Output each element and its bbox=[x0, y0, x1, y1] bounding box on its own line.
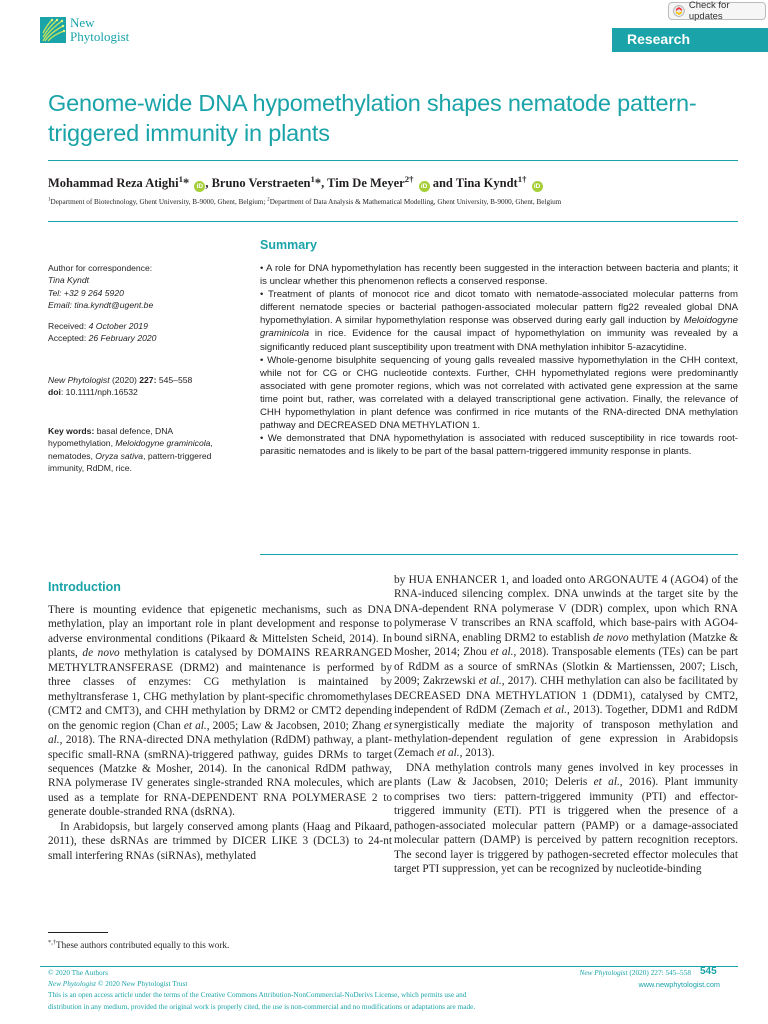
journal-name-line1: New bbox=[70, 15, 95, 30]
title-divider bbox=[48, 160, 738, 161]
summary-bullet: • We demonstrated that DNA hypomethylation is associated with reduced susceptibility in rice towards root-parasitic nematodes and is likely to be part of the basal pattern-triggered immunity response in plants. bbox=[260, 433, 738, 458]
correspondence-block bbox=[48, 262, 228, 312]
footnote-mark: *,† bbox=[48, 938, 57, 946]
author-name[interactable]: Tim De Meyer bbox=[327, 176, 405, 190]
footer-copyright: © 2020 The Authors bbox=[48, 968, 108, 977]
footer-left bbox=[48, 967, 475, 1012]
author-affil-sup: 2† bbox=[404, 173, 414, 184]
summary-bullet: • Treatment of plants of monocot rice and dicot tomato with nematode-associated molecular patterns from different nematode species or bacterial pathogen-associated molecular pattern flg22 revealed global DNA hypomethylation. A similar hypomethylation response was observed during early gall induction by Meloidogyne graminicola in rice. Evidence for the causal impact of hypomethylation on immunity was revealed by a significantly reduced plant susceptibility upon treatment with DNA methylation inhibitor 5-azacytidine. bbox=[260, 289, 738, 353]
affil-text: Department of Biotechnology, Ghent University, B-9000, Ghent, Belgium; bbox=[50, 198, 268, 206]
check-for-updates-label: Check for updates bbox=[688, 0, 730, 22]
footer-license: distribution in any medium, provided the original work is properly cited, the use is non-commercial and no modifications or adaptations are made. bbox=[48, 1001, 476, 1011]
correspondence-name: Tina Kyndt bbox=[48, 275, 90, 286]
check-for-updates-button[interactable] bbox=[668, 2, 766, 20]
author-list bbox=[48, 173, 543, 192]
footer-citation bbox=[565, 967, 691, 978]
journal-name bbox=[70, 16, 129, 44]
new-phytologist-logo-icon bbox=[40, 17, 66, 43]
correspondence-email[interactable]: Email: tina.kyndt@ugent.be bbox=[48, 300, 154, 311]
orcid-icon[interactable]: iD bbox=[419, 181, 430, 192]
citation-journal: New Phytologist bbox=[48, 375, 110, 385]
intro-paragraph: In Arabidopsis, but largely conserved among plants (Haag and Pikaard, 2011), these dsRNAs are trimmed by DICER LIKE 3 (DCL3) to 24-nt small interfering RNAs (siRNAs), methylated bbox=[48, 820, 392, 862]
dates-block bbox=[48, 320, 228, 345]
author-affil-sup: 1† bbox=[517, 173, 527, 184]
summary-bullet: • A role for DNA hypomethylation has recently been suggested in the interaction between bacteria and plants; it is unclear whether this phenomenon reflects a conserved response. bbox=[260, 263, 738, 288]
footer-url[interactable]: www.newphytologist.com bbox=[638, 980, 720, 989]
section-tab-label: Research bbox=[626, 31, 690, 47]
introduction-heading: Introduction bbox=[48, 580, 121, 594]
correspondence-label: Author for correspondence: bbox=[48, 263, 153, 273]
footer-journal: New Phytologist bbox=[48, 979, 97, 989]
footnote-divider bbox=[48, 932, 108, 933]
doi-label: doi bbox=[48, 387, 61, 398]
keywords-species: Meloidogyne graminicola bbox=[115, 438, 211, 449]
affil-text: Department of Data Analysis & Mathematical Modelling, Ghent University, B-9000, Ghent, Belgium bbox=[269, 198, 562, 206]
author-separator: , bbox=[321, 176, 325, 190]
doi-value[interactable]: : 10.1111/nph.16532 bbox=[60, 387, 138, 398]
accepted-date: 26 February 2020 bbox=[88, 333, 157, 344]
summary-body bbox=[260, 262, 738, 458]
keywords-text: , pattern-triggered immunity, RdDM, rice. bbox=[48, 450, 212, 474]
intro-paragraph: by HUA ENHANCER 1, and loaded onto ARGONAUTE 4 (AGO4) of the RNA-induced silencing complex. DNA unwinds at the target site by the DNA-dependent RNA polymerase V (DDR) complex, upon which RNA polymerase V transcribes an RNA scaffold, which base-pairs with AGO4-bound siRNA, enabling DRM2 to establish de novo methylation (Matzke & Mosher, 2014; Zhou et al., 2018). Transposable elements (TEs) can be part of RdDM as a source of smRNAs (Slotkin & Martienssen, 2007; Lisch, 2009; Zakrzewski et al., 2017). CHH methylation can also be facilitated by DECREASED DNA METHYLATION 1 (DDM1), catalysed by CMT2, independent of RdDM (Zemach et al., 2013). Together, DDM1 and RdDM synergistically mediate the majority of transposon methylation and methylation-dependent regulation of gene expression in Arabidopsis (Zemach et al., 2013). bbox=[394, 574, 739, 760]
citation-volume: 227: bbox=[139, 375, 157, 385]
summary-divider bbox=[260, 554, 738, 555]
keywords-text: , nematodes, bbox=[48, 438, 213, 461]
author-name[interactable]: Mohammad Reza Atighi bbox=[48, 176, 179, 190]
page-number: 545 bbox=[700, 966, 717, 977]
keywords-text: basal defence, DNA hypomethylation, bbox=[48, 426, 173, 449]
section-tab bbox=[612, 28, 768, 52]
footer-cite: (2020) 227: 545–558 bbox=[627, 968, 691, 977]
author-mark: * bbox=[182, 176, 190, 190]
author-name[interactable]: Bruno Verstraeten bbox=[211, 176, 311, 190]
keywords-block bbox=[48, 425, 238, 475]
intro-left-column bbox=[48, 603, 392, 863]
citation-year: (2020) bbox=[109, 375, 140, 385]
author-mark: * bbox=[314, 176, 322, 190]
affiliations-divider bbox=[48, 221, 738, 222]
crossmark-icon bbox=[673, 5, 685, 17]
footer-license: This is an open access article under the terms of the Creative Commons Attribution-NonCommercial-NoDerivs License, which permits use and bbox=[48, 990, 467, 1000]
intro-paragraph: DNA methylation controls many genes involved in key processes in plants (Law & Jacobsen, 2010; Deleris et al., 2016). Plant immunity comprises two tiers: pattern-triggered immunity (PTI) and effector-triggered immunity (ETI). PTI is triggered when the presence of a pathogen-associated molecular pattern (PAMP) or a damage-associated molecular pattern (DAMP) is perceived by pattern recognition receptors. The second layer is triggered by pathogen-secreted effector molecules that target PTI suppression, yet can be recognized by nucleotide-binding bbox=[394, 761, 739, 876]
article-title: Genome-wide DNA hypomethylation shapes nematode pattern-triggered immunity in plants bbox=[48, 90, 697, 146]
footnote bbox=[48, 940, 229, 950]
citation-block bbox=[48, 374, 228, 399]
footer-copyright: © 2020 New Phytologist Trust bbox=[96, 979, 188, 989]
author-affil-sup: 1 bbox=[310, 173, 315, 184]
affil-number: 2 bbox=[267, 197, 270, 203]
keywords-label: Key words: bbox=[48, 426, 95, 436]
author-and: and bbox=[432, 176, 453, 190]
orcid-icon[interactable]: iD bbox=[194, 181, 205, 192]
citation-pages: 545–558 bbox=[156, 375, 193, 385]
summary-bullet: • Whole-genome bisulphite sequencing of young galls revealed massive hypomethylation in the CHH context, while not for CG or CHG nucleotide contexts. Further, CHH hypomethylated regions were predominantly associated with gene promoter regions, which was not correlated with activated gene expression at the same time point but, rather, was correlated with a delayed transcriptional gene activation. Finally, the relevance of CHH hypomethylation in plant defence was confirmed in rice mutants of the RNA-directed DNA methylation pathway and DECREASED DNA METHYLATION 1. bbox=[260, 354, 738, 432]
received-date: 4 October 2019 bbox=[88, 321, 148, 331]
affil-number: 1 bbox=[48, 197, 51, 203]
footnote-text: These authors contributed equally to this work. bbox=[56, 940, 230, 950]
accepted-label: Accepted: bbox=[48, 333, 89, 344]
summary-heading: Summary bbox=[260, 238, 317, 252]
affiliations bbox=[48, 198, 738, 206]
author-affil-sup: 1 bbox=[178, 173, 183, 184]
author-name[interactable]: Tina Kyndt bbox=[455, 176, 518, 190]
journal-name-line2: Phytologist bbox=[70, 29, 130, 44]
correspondence-tel: Tel: +32 9 264 5920 bbox=[48, 287, 124, 298]
orcid-icon[interactable]: iD bbox=[532, 181, 543, 192]
keywords-species: Oryza sativa bbox=[95, 450, 144, 461]
footer-cite-journal: New Phytologist bbox=[579, 968, 628, 977]
author-separator: , bbox=[205, 176, 209, 190]
intro-paragraph: There is mounting evidence that epigenetic mechanisms, such as DNA methylation, play an important role in plant development and response to adverse environmental conditions (Pikaard & Mittelsten Scheid, 2014). In plants, de novo methylation is catalysed by DOMAINS REARRANGED METHYLTRANSFERASE (DRM2) and maintenance is performed by three classes of enzymes: CG methylation is maintained by methyltransferase 1, CHG methylation by plant-specific chromomethylases (CMT2 and CMT3), and CHH methylation by DRM2 or CMT2 depending on the genomic region (Chan et al., 2005; Law & Jacobsen, 2010; Zhang et al., 2018). The RNA-directed DNA methylation (RdDM) pathway, a plant-specific small-RNA (smRNA)-triggered pathway, guides DRMs to target sequences (Matzke & Mosher, 2014). In the canonical RdDM pathway, RNA polymerase IV generates single-stranded RNA molecules, which are used as a template for RNA-DEPENDENT RNA POLYMERASE 2 to generate double-stranded RNA (dsRNA). bbox=[48, 604, 393, 819]
received-label: Received: bbox=[48, 321, 89, 331]
intro-right-column bbox=[394, 573, 738, 877]
